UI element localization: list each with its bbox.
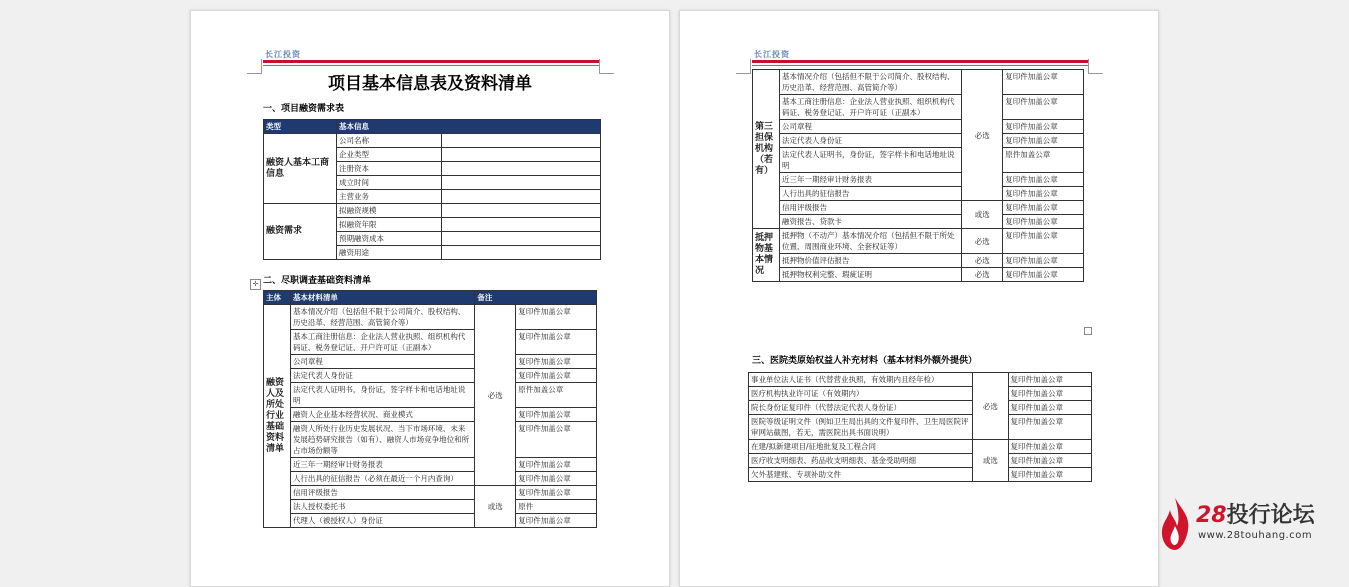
material-item: 基本工商注册信息：企业法人营业执照、组织机构代码证、税务登记证、开户许可证（正副本） <box>779 95 961 120</box>
note-cell: 复印件加盖公章 <box>1008 468 1092 482</box>
required-flag: 或选 <box>475 486 516 528</box>
material-item: 近三年一期经审计财务报表 <box>290 458 474 472</box>
field-label: 主营业务 <box>337 190 442 204</box>
note-cell: 复印件加盖公章 <box>1003 134 1084 148</box>
field-value[interactable] <box>442 162 601 176</box>
flame-logo-icon <box>1158 496 1192 552</box>
field-label: 融资用途 <box>337 246 442 260</box>
material-item: 法定代表人证明书，身份证，签字样卡和电话地址说明 <box>779 148 961 173</box>
note-cell: 复印件加盖公章 <box>1003 120 1084 134</box>
hospital-supplement-table <box>748 372 1092 482</box>
material-item: 法人授权委托书 <box>290 500 474 514</box>
document-page-2 <box>679 10 1159 587</box>
field-label: 拟融资年限 <box>337 218 442 232</box>
material-item: 法定代表人证明书，身份证，签字样卡和电话地址说明 <box>290 383 474 408</box>
note-cell: 复印件加盖公章 <box>516 355 597 369</box>
section-heading-1: 一、项目融资需求表 <box>263 104 345 114</box>
header-logo: 长江投资 <box>265 50 301 59</box>
note-cell: 原件 <box>516 500 597 514</box>
site-watermark <box>1158 494 1348 556</box>
material-item: 院长身份证复印件（代替法定代表人身份证） <box>749 401 973 415</box>
document-title[interactable]: 项目基本信息表及资料清单 <box>328 74 532 94</box>
note-cell: 复印件加盖公章 <box>1008 454 1092 468</box>
material-item: 公司章程 <box>779 120 961 134</box>
group-label: 融资需求 <box>264 204 337 260</box>
required-flag: 必选 <box>973 373 1008 440</box>
material-item: 医疗收支明细表、药品收支明细表、基金受助明细 <box>749 454 973 468</box>
note-cell: 复印件加盖公章 <box>1003 70 1084 95</box>
note-cell: 复印件加盖公章 <box>516 422 597 458</box>
header-blue-line <box>263 65 599 66</box>
col-header-materials: 基本材料清单 <box>290 291 474 305</box>
header-blue-line <box>752 65 1088 66</box>
note-cell: 复印件加盖公章 <box>1003 215 1084 229</box>
document-page-1 <box>190 10 670 587</box>
note-cell: 复印件加盖公章 <box>516 305 597 330</box>
section-heading-2: 二、尽职调查基础资料清单 <box>263 276 372 286</box>
material-item: 基本情况介绍（包括但不限于公司简介、股权结构、历史沿革、经营范围、高管简介等） <box>779 70 961 95</box>
field-label: 拟融资规模 <box>337 204 442 218</box>
note-cell: 复印件加盖公章 <box>1003 201 1084 215</box>
material-item: 在建/拟新建项目/征地批复及工程合同 <box>749 440 973 454</box>
financing-needs-table <box>263 119 601 260</box>
field-value[interactable] <box>442 204 601 218</box>
table-resize-handle[interactable] <box>1084 327 1092 335</box>
note-cell: 复印件加盖公章 <box>1003 187 1084 201</box>
group-label: 融资人基本工商信息 <box>264 134 337 204</box>
note-cell: 复印件加盖公章 <box>516 472 597 486</box>
header-logo: 长江投资 <box>754 50 790 59</box>
note-cell: 复印件加盖公章 <box>1003 173 1084 187</box>
material-item: 融资报告、贷款卡 <box>779 215 961 229</box>
note-cell: 复印件加盖公章 <box>1008 401 1092 415</box>
required-flag: 或选 <box>962 201 1003 229</box>
material-item: 公司章程 <box>290 355 474 369</box>
note-cell: 复印件加盖公章 <box>1003 229 1084 254</box>
material-item: 抵押物权利完整、瑕疵证明 <box>779 268 961 282</box>
material-item: 融资人企业基本经营状况、商业模式 <box>290 408 474 422</box>
subject-label: 第三担保机构（若有） <box>753 70 780 229</box>
material-item: 医疗机构执业许可证（有效期内） <box>749 387 973 401</box>
note-cell: 复印件加盖公章 <box>1008 387 1092 401</box>
field-value[interactable] <box>442 148 601 162</box>
required-flag: 必选 <box>962 70 1003 201</box>
material-item: 抵押物价值评估报告 <box>779 254 961 268</box>
note-cell: 复印件加盖公章 <box>1008 415 1092 440</box>
note-cell: 复印件加盖公章 <box>1003 95 1084 120</box>
table-move-handle[interactable]: ✛ <box>250 279 261 290</box>
note-cell: 复印件加盖公章 <box>1008 440 1092 454</box>
field-value[interactable] <box>442 190 601 204</box>
field-label: 企业类型 <box>337 148 442 162</box>
required-flag: 或选 <box>973 440 1008 482</box>
guarantor-table <box>752 69 1084 282</box>
material-item: 医院等级证明文件（例如卫生局出具的文件复印件、卫生局医院评审网站截图，若无，需医院出具书面说明） <box>749 415 973 440</box>
field-label: 注册资本 <box>337 162 442 176</box>
material-item: 抵押物（不动产）基本情况介绍（包括但不限于所处位置、周围商业环境、全套权证等） <box>779 229 961 254</box>
field-value[interactable] <box>442 246 601 260</box>
field-value[interactable] <box>442 218 601 232</box>
field-label: 成立时间 <box>337 176 442 190</box>
col-header-subject: 主体 <box>264 291 291 305</box>
header-red-line <box>752 60 1088 63</box>
note-cell: 复印件加盖公章 <box>516 408 597 422</box>
note-cell: 复印件加盖公章 <box>516 330 597 355</box>
field-value[interactable] <box>442 232 601 246</box>
material-item: 人行出具的征信报告（必须在最近一个月内查询） <box>290 472 474 486</box>
required-flag: 必选 <box>962 254 1003 268</box>
material-item: 基本情况介绍（包括但不限于公司简介、股权结构、历史沿革、经营范围、高管简介等） <box>290 305 474 330</box>
material-item: 融资人所处行业历史发展状况、当下市场环境、未来发展趋势研究报告（如有）、融资人市场竞争地位和所占市场份额等 <box>290 422 474 458</box>
material-item: 信用评级报告 <box>290 486 474 500</box>
material-item: 事业单位法人证书（代替营业执照，有效期内且经年检） <box>749 373 973 387</box>
note-cell: 复印件加盖公章 <box>1008 373 1092 387</box>
field-label: 公司名称 <box>337 134 442 148</box>
note-cell: 原件加盖公章 <box>516 383 597 408</box>
material-item: 信用评级报告 <box>779 201 961 215</box>
field-label: 预期融资成本 <box>337 232 442 246</box>
field-value[interactable] <box>442 134 601 148</box>
note-cell: 复印件加盖公章 <box>516 514 597 528</box>
material-item: 法定代表人身份证 <box>290 369 474 383</box>
margin-corner <box>736 59 751 74</box>
material-item: 代理人（被授权人）身份证 <box>290 514 474 528</box>
required-flag: 必选 <box>475 305 516 486</box>
watermark-url: www.28touhang.com <box>1198 530 1313 541</box>
margin-corner <box>1088 59 1103 74</box>
material-item: 欠外基建账、专项补助文件 <box>749 468 973 482</box>
material-item: 法定代表人身份证 <box>779 134 961 148</box>
header-red-line <box>263 60 599 63</box>
col-header-type: 类型 <box>264 120 337 134</box>
note-cell: 复印件加盖公章 <box>516 369 597 383</box>
material-item: 近三年一期经审计财务报表 <box>779 173 961 187</box>
note-cell: 复印件加盖公章 <box>1003 254 1084 268</box>
note-cell: 复印件加盖公章 <box>516 486 597 500</box>
note-cell: 原件加盖公章 <box>1003 148 1084 173</box>
col-header-notes: 备注 <box>475 291 597 305</box>
col-header-info: 基本信息 <box>337 120 601 134</box>
note-cell: 复印件加盖公章 <box>1003 268 1084 282</box>
subject-label: 融资人及所处行业基础资料清单 <box>264 305 291 528</box>
due-diligence-table <box>263 290 597 528</box>
field-value[interactable] <box>442 176 601 190</box>
note-cell: 复印件加盖公章 <box>516 458 597 472</box>
material-item: 基本工商注册信息：企业法人营业执照、组织机构代码证、税务登记证、开户许可证（正副本） <box>290 330 474 355</box>
section-heading-3: 三、医院类原始权益人补充材料（基本材料外额外提供） <box>752 356 978 366</box>
material-item: 人行出具的征信报告 <box>779 187 961 201</box>
watermark-brand: 28投行论坛 <box>1196 503 1315 528</box>
subject-label: 抵押物基本情况 <box>753 229 780 282</box>
required-flag: 必选 <box>962 268 1003 282</box>
required-flag: 必选 <box>962 229 1003 254</box>
